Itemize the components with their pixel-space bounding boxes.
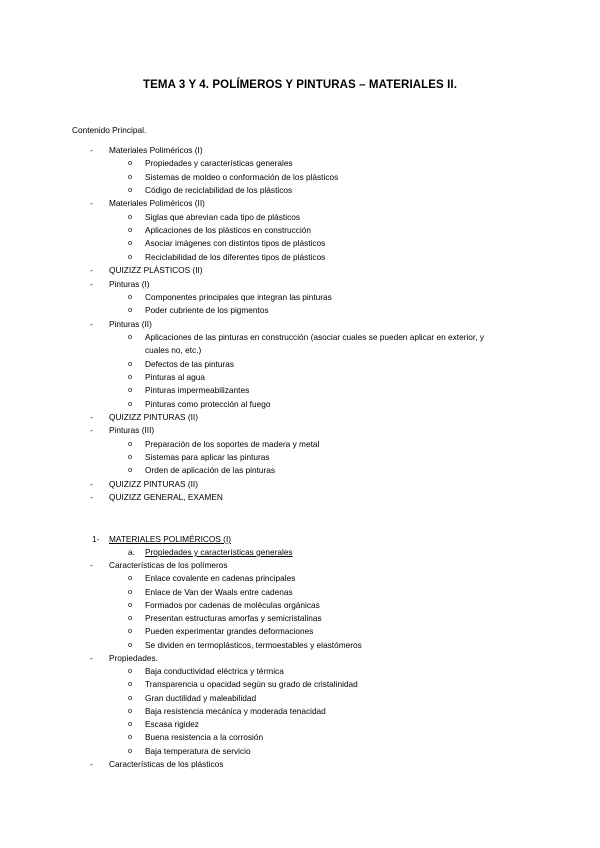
bullet-marker: o (128, 626, 133, 636)
list-item: Características de los polímeros (109, 560, 228, 570)
bullet-marker: o (128, 666, 133, 675)
bullet-marker: o (128, 305, 133, 315)
bullet-marker: o (128, 465, 133, 475)
sub-list-item: Reciclabilidad de los diferentes tipos de plásticos (145, 251, 326, 262)
dash-marker: - (90, 318, 93, 329)
bullet-marker: o (128, 613, 133, 622)
list-item: Materiales Poliméricos (II) (109, 198, 205, 209)
list-item: QUIZIZZ GENERAL, EXAMEN (109, 492, 223, 503)
list-item: Características de los plásticos (109, 758, 224, 769)
sub-list-item: Sistemas de moldeo o conformación de los plásticos (145, 171, 339, 182)
sub-list-item: Aplicaciones de las pinturas en construcción (asociar cuales se pueden aplicar en exterior, y (145, 331, 484, 342)
bullet-marker: o (128, 185, 133, 195)
bullet-marker: o (128, 225, 133, 235)
bullet-marker: o (128, 158, 133, 168)
sub-list-item: Escasa rigidez (145, 719, 199, 729)
dash-marker: - (90, 478, 93, 489)
sub-list-item: Baja conductividad eléctrica y térmica (145, 666, 284, 676)
section-number: 1- (92, 534, 100, 544)
list-item: Materiales Poliméricos (I) (109, 145, 203, 155)
sub-list-item: Código de reciclabilidad de los plásticos (145, 185, 293, 196)
bullet-marker: o (128, 573, 133, 583)
bullet-marker: o (128, 639, 133, 649)
list-item: Pinturas (II) (109, 318, 152, 329)
sub-list-item: cuales no, etc.) (145, 345, 202, 356)
subsection-heading: Propiedades y características generales (145, 547, 293, 557)
subsection-letter: a. (128, 547, 135, 557)
sub-list-item: Buena resistencia a la corrosión (145, 732, 264, 743)
bullet-marker: o (128, 705, 133, 715)
bullet-marker: o (128, 452, 133, 462)
dash-marker: - (90, 425, 93, 436)
sub-list-item: Gran ductilidad y maleabilidad (145, 692, 257, 703)
dash-marker: - (90, 560, 93, 570)
sub-list-item: Pinturas como protección al fuego (145, 398, 271, 409)
bullet-marker: o (128, 358, 133, 368)
list-item: Propiedades. (109, 652, 158, 663)
bullet-marker: o (128, 732, 133, 742)
sub-list-item: Transparencia u opacidad según su grado de cristalinidad (145, 679, 358, 690)
sub-list-item: Pinturas impermeabilizantes (145, 385, 250, 396)
list-item: QUIZIZZ PINTURAS (II) (109, 478, 198, 489)
dash-marker: - (90, 412, 93, 422)
sub-list-item: Sistemas para aplicar las pinturas (145, 452, 270, 463)
sub-list-item: Enlace covalente en cadenas principales (145, 573, 296, 584)
sub-list-item: Enlace de Van der Waals entre cadenas (145, 586, 293, 597)
sub-list-item: Siglas que abrevian cada tipo de plásticos (145, 211, 300, 222)
list-item: Pinturas (I) (109, 278, 150, 289)
bullet-marker: o (128, 291, 133, 301)
sub-list-item: Componentes principales que integran las pinturas (145, 291, 332, 302)
sub-list-item: Asociar imágenes con distintos tipos de plásticos (145, 238, 326, 249)
bullet-marker: o (128, 385, 133, 395)
bullet-marker: o (128, 251, 133, 261)
sub-list-item: Preparación de los soportes de madera y metal (145, 438, 320, 449)
list-item: QUIZIZZ PLÁSTICOS (II) (109, 265, 203, 276)
list-item: QUIZIZZ PINTURAS (II) (109, 412, 198, 422)
dash-marker: - (90, 652, 93, 663)
dash-marker: - (90, 758, 93, 769)
bullet-marker: o (128, 745, 133, 755)
bullet-marker: o (128, 171, 133, 181)
bullet-marker: o (128, 331, 133, 341)
bullet-marker: o (128, 398, 133, 408)
dash-marker: - (90, 278, 93, 289)
bullet-marker: o (128, 211, 133, 221)
sub-list-item: Defectos de las pinturas (145, 358, 235, 369)
bullet-marker: o (128, 371, 133, 381)
dash-marker: - (90, 198, 93, 209)
bullet-marker: o (128, 586, 133, 596)
sub-list-item: Poder cubriente de los pigmentos (145, 305, 269, 316)
dash-marker: - (90, 265, 93, 276)
sub-list-item: Baja resistencia mecánica y moderada tenacidad (145, 705, 326, 716)
sub-list-item: Baja temperatura de servicio (145, 745, 251, 756)
document-title: TEMA 3 Y 4. POLÍMEROS Y PINTURAS – MATERIALES II. (143, 79, 457, 91)
sub-list-item: Propiedades y características generales (145, 158, 293, 169)
sub-list-item: Aplicaciones de los plásticos en construcción (145, 225, 312, 236)
list-item: Pinturas (III) (109, 425, 155, 436)
bullet-marker: o (128, 438, 133, 448)
sub-list-item: Formados por cadenas de moléculas orgánicas (145, 599, 320, 610)
sub-list-item: Orden de aplicación de las pinturas (145, 465, 276, 476)
sub-list-item: Presentan estructuras amorfas y semicristalinas (145, 613, 322, 623)
contents-label: Contenido Principal. (72, 125, 147, 135)
section-heading: MATERIALES POLIMÉRICOS (I) (109, 534, 232, 544)
bullet-marker: o (128, 679, 133, 689)
bullet-marker: o (128, 599, 133, 609)
dash-marker: - (90, 145, 93, 155)
sub-list-item: Pinturas al agua (145, 371, 205, 382)
bullet-marker: o (128, 238, 133, 248)
sub-list-item: Se dividen en termoplásticos, termoestables y elastómeros (145, 639, 362, 650)
dash-marker: - (90, 492, 93, 503)
bullet-marker: o (128, 719, 133, 728)
sub-list-item: Pueden experimentar grandes deformaciones (145, 626, 314, 637)
bullet-marker: o (128, 692, 133, 702)
